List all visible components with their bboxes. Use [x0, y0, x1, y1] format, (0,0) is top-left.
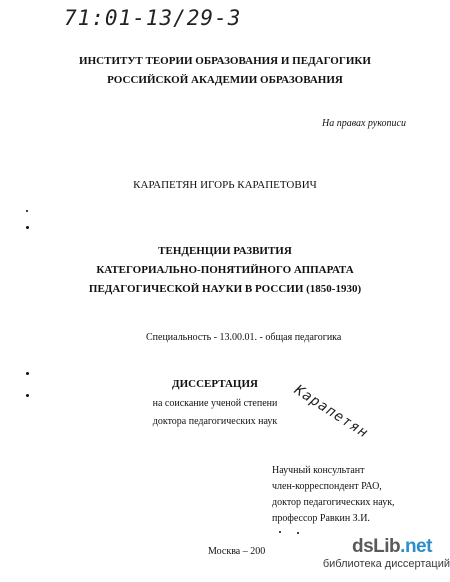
scan-speck-2 [279, 531, 281, 533]
consultant-line-1: Научный консультант [272, 465, 365, 476]
title-line-1: ТЕНДЕНЦИИ РАЗВИТИЯ [158, 245, 292, 257]
institute-line-2: РОССИЙСКОЙ АКАДЕМИИ ОБРАЗОВАНИЯ [107, 74, 343, 86]
scan-dot-2 [26, 372, 29, 375]
consultant-line-2: член-корреспондент РАО, [272, 481, 382, 492]
scan-dot-3 [26, 394, 29, 397]
scan-speck-3 [297, 532, 299, 534]
place-year: Москва – 200 [208, 546, 266, 557]
title-line-3: ПЕДАГОГИЧЕСКОЙ НАУКИ В РОССИИ (1850-1930) [88, 283, 362, 295]
archive-code: 71:01-13/29-3 [64, 6, 242, 30]
manuscript-note: На правах рукописи [322, 118, 406, 129]
dslib-logo-main: dsLib [352, 536, 401, 557]
dslib-watermark [322, 536, 450, 580]
degree-line-2: доктора педагогических наук [152, 416, 278, 427]
degree-line-1: на соискание ученой степени [152, 398, 278, 409]
scan-dot-1 [26, 226, 29, 229]
institute-line-1: ИНСТИТУТ ТЕОРИИ ОБРАЗОВАНИЯ И ПЕДАГОГИКИ [79, 55, 371, 67]
dslib-subtitle: библиотека диссертаций [322, 558, 450, 570]
dissertation-heading: ДИССЕРТАЦИЯ [172, 378, 258, 390]
specialty-line: Специальность - 13.00.01. - общая педагогика [146, 332, 342, 343]
consultant-line-3: доктор педагогических наук, [272, 497, 395, 508]
dslib-logo-tld: .net [400, 536, 432, 557]
consultant-line-4: профессор Равкин З.И. [272, 513, 370, 524]
author-name: КАРАПЕТЯН ИГОРЬ КАРАПЕТОВИЧ [133, 179, 317, 191]
dslib-logo [352, 536, 432, 558]
scan-speck-1 [26, 210, 28, 212]
author-signature: Карапетян [291, 382, 372, 442]
title-line-2: КАТЕГОРИАЛЬНО-ПОНЯТИЙНОГО АППАРАТА [96, 264, 354, 276]
